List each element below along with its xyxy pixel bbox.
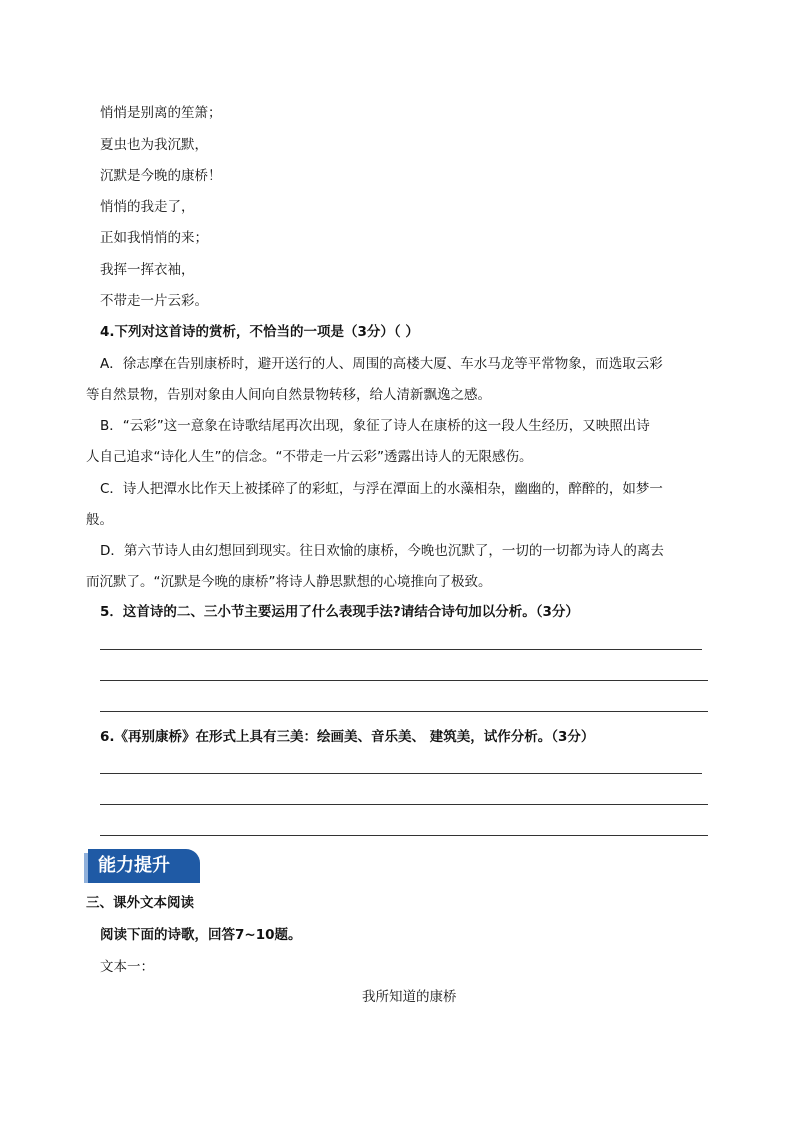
question-4-option-b-cont: 人自己追求“诗化人生”的信念。“不带走一片云彩”透露出诗人的无限感伤。 [86,449,533,465]
answer-line[interactable] [100,804,708,805]
answer-line[interactable] [100,773,702,774]
question-6-stem: 6.《再别康桥》在形式上具有三美：绘画美、音乐美、 建筑美，试作分析。（3分） [100,729,595,745]
answer-line[interactable] [100,711,708,712]
poem-line: 夏虫也为我沉默， [100,137,208,153]
poem-line: 正如我悄悄的来； [100,230,208,246]
section-banner: 能力提升 [88,849,200,883]
section-3-instruction: 阅读下面的诗歌，回答7~10题。 [100,927,302,943]
poem-line: 沉默是今晚的康桥！ [100,168,222,184]
question-4-option-b: B．“云彩”这一意象在诗歌结尾再次出现，象征了诗人在康桥的这一段人生经历，又映照出诗 [100,418,650,434]
poem-line: 不带走一片云彩。 [100,293,208,309]
answer-line[interactable] [100,835,708,836]
answer-line[interactable] [100,680,708,681]
question-4-option-d: D．第六节诗人由幻想回到现实。往日欢愉的康桥，今晚也沉默了，一切的一切都为诗人的离去 [100,543,664,559]
question-4-option-c-cont: 般。 [86,512,113,528]
question-4-stem: 4.下列对这首诗的赏析，不恰当的一项是（3分）（ ） [100,324,419,340]
question-4-option-a-cont: 等自然景物，告别对象由人间向自然景物转移，给人清新飘逸之感。 [86,387,491,403]
poem-line: 悄悄是别离的笙箫； [100,105,222,121]
question-5-stem: 5．这首诗的二、三小节主要运用了什么表现手法?请结合诗句加以分析。（3分） [100,604,579,620]
poem-line: 悄悄的我走了， [100,199,195,215]
answer-line[interactable] [100,649,702,650]
text-one-label: 文本一： [100,959,154,975]
question-4-option-c: C．诗人把潭水比作天上被揉碎了的彩虹，与浮在潭面上的水藻相杂，幽幽的，醉醉的，如梦一 [100,481,663,497]
question-4-option-a: A．徐志摩在告别康桥时，避开送行的人、周围的高楼大厦、车水马龙等平常物象，而选取云彩 [100,356,663,372]
question-4-option-d-cont: 而沉默了。“沉默是今晚的康桥”将诗人静思默想的心境推向了极致。 [86,574,492,590]
poem-line: 我挥一挥衣袖， [100,262,195,278]
poem-title: 我所知道的康桥 [362,989,457,1005]
section-3-heading: 三、课外文本阅读 [86,895,194,911]
